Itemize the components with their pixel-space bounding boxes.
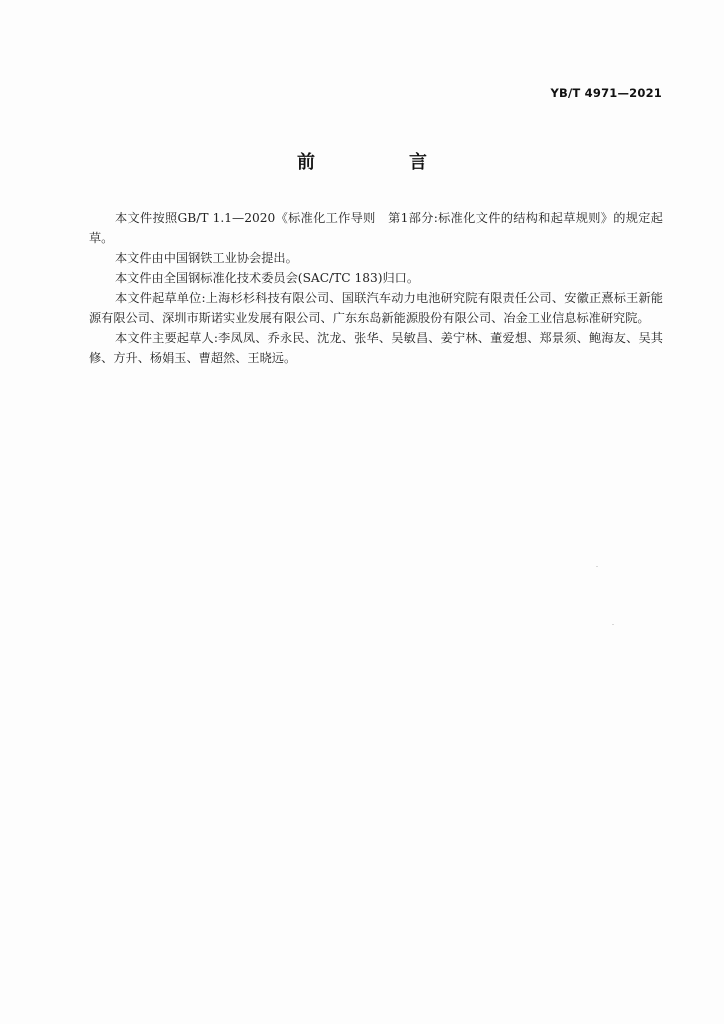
scan-speck — [612, 624, 614, 625]
paragraph-proposer: 本文件由中国钢铁工业协会提出。 — [115, 251, 298, 265]
paragraph-drafters: 本文件主要起草人:李凤凤、乔永民、沈龙、张华、吴敏昌、姜宁林、董爱想、郑景须、鲍海友、吴其修、方升、杨娟玉、曹超然、王晓远。 — [89, 331, 663, 365]
paragraph-drafting-units: 本文件起草单位:上海杉杉科技有限公司、国联汽车动力电池研究院有限责任公司、安徽正熹标王新能源有限公司、深圳市斯诺实业发展有限公司、广东东岛新能源股份有限公司、冶金工业信息标准研究院。 — [89, 291, 663, 325]
paragraph-drafting-rules: 本文件按照GB/T 1.1—2020《标准化工作导则 第1部分:标准化文件的结构和起草规则》的规定起草。 — [89, 211, 663, 245]
page-title: 前 言 — [297, 152, 465, 173]
standard-code: YB/T 4971—2021 — [550, 86, 662, 100]
paragraph-centralized-by: 本文件由全国钢标准化技术委员会(SAC/TC 183)归口。 — [115, 271, 420, 285]
scan-speck — [596, 566, 598, 567]
foreword-body — [89, 208, 663, 368]
